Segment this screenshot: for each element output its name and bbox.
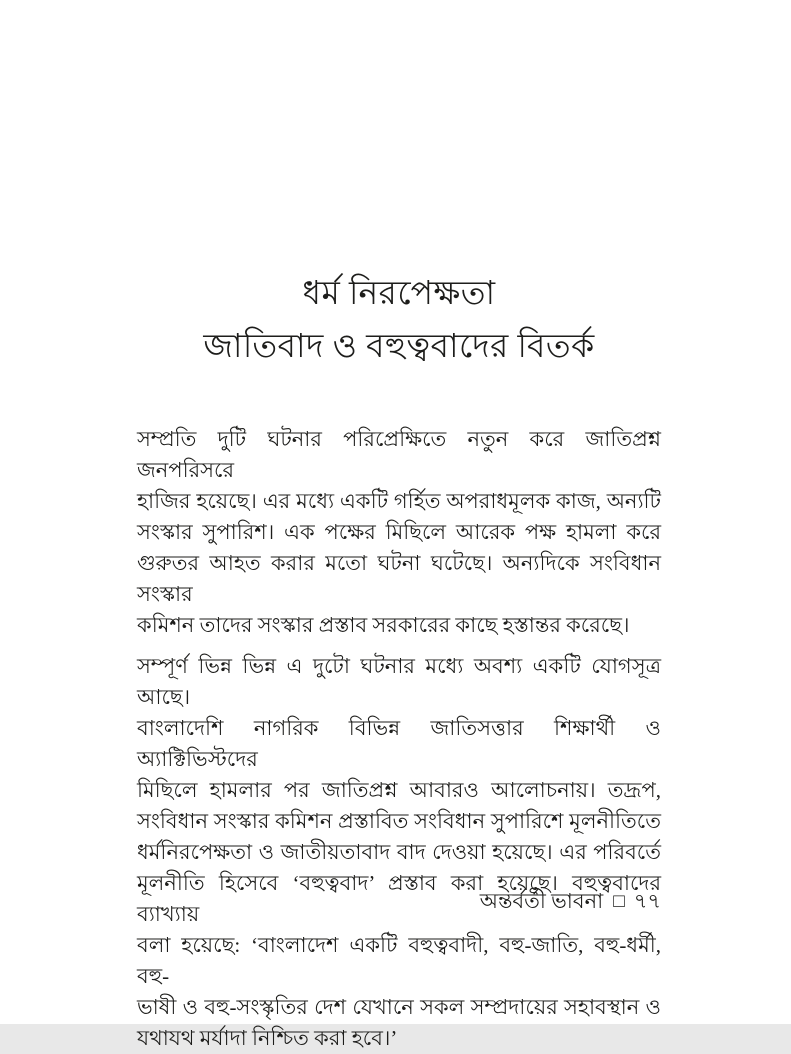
text-line: যথাযথ মর্যাদা নিশ্চিত করা হবে।’ [137,1026,398,1050]
open-square-icon: □ [613,891,625,912]
chapter-title-line-1: ধর্ম নিরপেক্ষতা [302,276,496,312]
chapter-title-line-2: জাতিবাদ ও বহুত্ববাদের বিতর্ক [203,329,595,365]
text-line: ধর্মনিরপেক্ষতা ও জাতীয়তাবাদ বাদ দেওয়া হয়েছে। এর পরিবর্তে [137,840,661,864]
text-line: হাজির হয়েছে। এর মধ্যে একটি গর্হিত অপরাধমূলক কাজ, অন্যটি [137,489,661,513]
paragraph-2 [137,651,661,1054]
body-text [137,424,661,1054]
footer-book-title: অন্তর্বর্তী ভাবনা [479,889,604,913]
text-line: মূলনীতি হিসেবে ‘বহুত্ববাদ’ প্রস্তাব করা হয়েছে। বহুত্ববাদের ব্যাখ্যায় [137,871,661,926]
text-line: গুরুতর আহত করার মতো ঘটনা ঘটেছে। অন্যদিকে সংবিধান সংস্কার [137,551,661,606]
running-footer [137,887,661,917]
text-line: সংস্কার সুপারিশ। এক পক্ষের মিছিলে আরেক পক্ষ হামলা করে [137,520,661,544]
text-line: সম্প্রতি দুটি ঘটনার পরিপ্রেক্ষিতে নতুন করে জাতিপ্রশ্ন জনপরিসরে [137,427,661,482]
text-line: বাংলাদেশি নাগরিক বিভিন্ন জাতিসত্তার শিক্ষার্থী ও অ্যাক্টিভিস্টদের [137,716,661,771]
paragraph-1 [137,424,661,641]
chapter-title [137,268,661,374]
text-line: ভাষী ও বহু-সংস্কৃতির দেশ যেখানে সকল সম্প্রদায়ের সহাবস্থান ও [137,995,661,1019]
text-line: সম্পূর্ণ ভিন্ন ভিন্ন এ দুটো ঘটনার মধ্যে অবশ্য একটি যোগসূত্র আছে। [137,654,661,709]
text-line: কমিশন তাদের সংস্কার প্রস্তাব সরকারের কাছে হস্তান্তর করেছে। [137,613,630,637]
text-line: বলা হয়েছে: ‘বাংলাদেশ একটি বহুত্ববাদী, বহু-জাতি, বহু-ধর্মী, বহু- [137,933,661,988]
text-line: মিছিলে হামলার পর জাতিপ্রশ্ন আবারও আলোচনায়। তদ্রূপ, [137,778,661,802]
text-line: সংবিধান সংস্কার কমিশন প্রস্তাবিত সংবিধান সুপারিশে মূলনীতিতে [137,809,661,833]
footer-page-number: ৭৭ [633,889,661,913]
